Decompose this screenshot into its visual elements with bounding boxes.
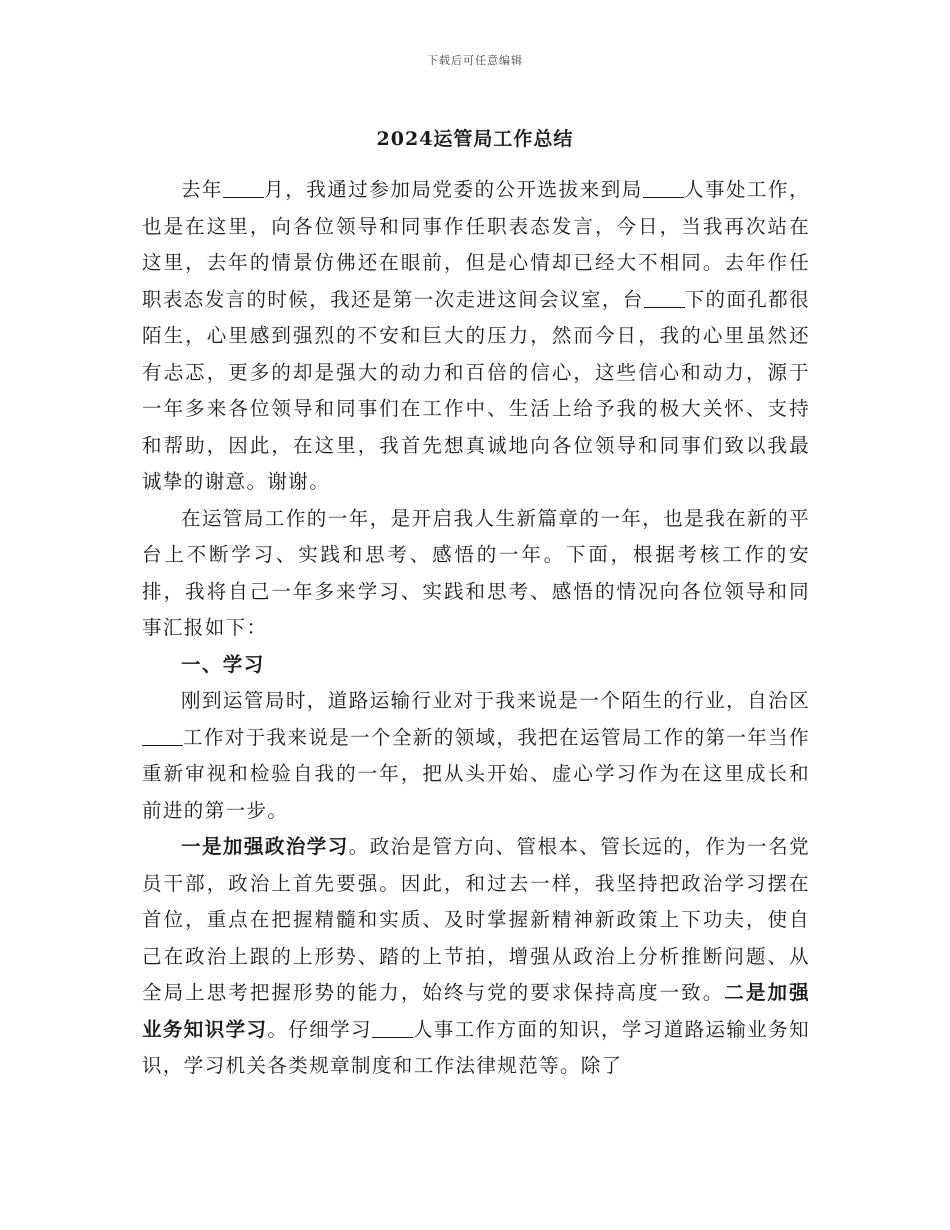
text-run: 人事处工作，也是在这里，向各位领导和同事作任职表态发言，今日，当我再次站在这里，去年的情景仿佛还在眼前，但是心情却已经大不相同。去年作任职表态发言的时候，我还是第一次走进这间会议室，台 <box>142 178 810 311</box>
paragraph-intro <box>142 172 810 501</box>
paragraph-study-intro <box>142 683 810 829</box>
text-run: 去年 <box>181 178 224 201</box>
text-run: 工作对于我来说是一个全新的领域，我把在运管局工作的第一年当作重新审视和检验自我的一年，把从头开始、虚心学习作为在这里成长和前进的第一步。 <box>142 725 810 822</box>
text-run: 下的面孔都很陌生，心里感到强烈的不安和巨大的压力，然而今日，我的心里虽然还有忐忑，更多的却是强大的动力和百倍的信心，这些信心和动力，源于一年多来各位领导和同事们在工作中、生活上给予我的极大关怀、支持和帮助，因此，在这里，我首先想真诚地向各位领导和同事们致以我最诚挚的谢意。谢谢。 <box>142 287 810 493</box>
header-note: 下载后可任意编辑 <box>427 54 523 67</box>
blank-field <box>372 1017 413 1038</box>
document-title: 2024运管局工作总结 <box>376 128 574 150</box>
blank-field <box>644 287 685 308</box>
document-body <box>142 172 810 1085</box>
paragraph-overview: 在运管局工作的一年，是开启我人生新篇章的一年，也是我在新的平台上不断学习、实践和思考、感悟的一年。下面，根据考核工作的安排，我将自己一年多来学习、实践和思考、感悟的情况向各位领导和同事汇报如下： <box>142 506 810 639</box>
text-run: 刚到运管局时，道路运输行业对于我来说是一个陌生的行业，自治区 <box>181 689 810 712</box>
text-run: 。政治是管方向、管根本、管长远的，作为一名党员干部，政治上首先要强。因此，和过去一样，我坚持把政治学习摆在首位，重点在把握精髓和实质、及时掌握新精神新政策上下功夫，使自己在政治上跟的上形势、踏的上节拍，增强从政治上分析推断问题、从全局上思考把握形势的能力，始终与党的要求保持高度一致。 <box>142 835 810 1004</box>
blank-field <box>142 725 183 746</box>
bold-lead-business: 二是加强业务知识学习 <box>142 981 810 1041</box>
text-run: 人事工作方面的知识，学习道路运输业务知识，学习机关各类规章制度和工作法律规范等。除了 <box>142 1017 810 1077</box>
bold-lead-political: 一是加强政治学习 <box>181 835 349 858</box>
blank-field <box>643 178 684 199</box>
section-heading-study: 一、学习 <box>181 652 265 676</box>
paragraph-study-points <box>142 829 810 1085</box>
blank-field <box>223 178 264 199</box>
text-run: 。仔细学习 <box>267 1017 372 1041</box>
text-run: 月，我通过参加局党委的公开选拔来到局 <box>264 178 643 201</box>
